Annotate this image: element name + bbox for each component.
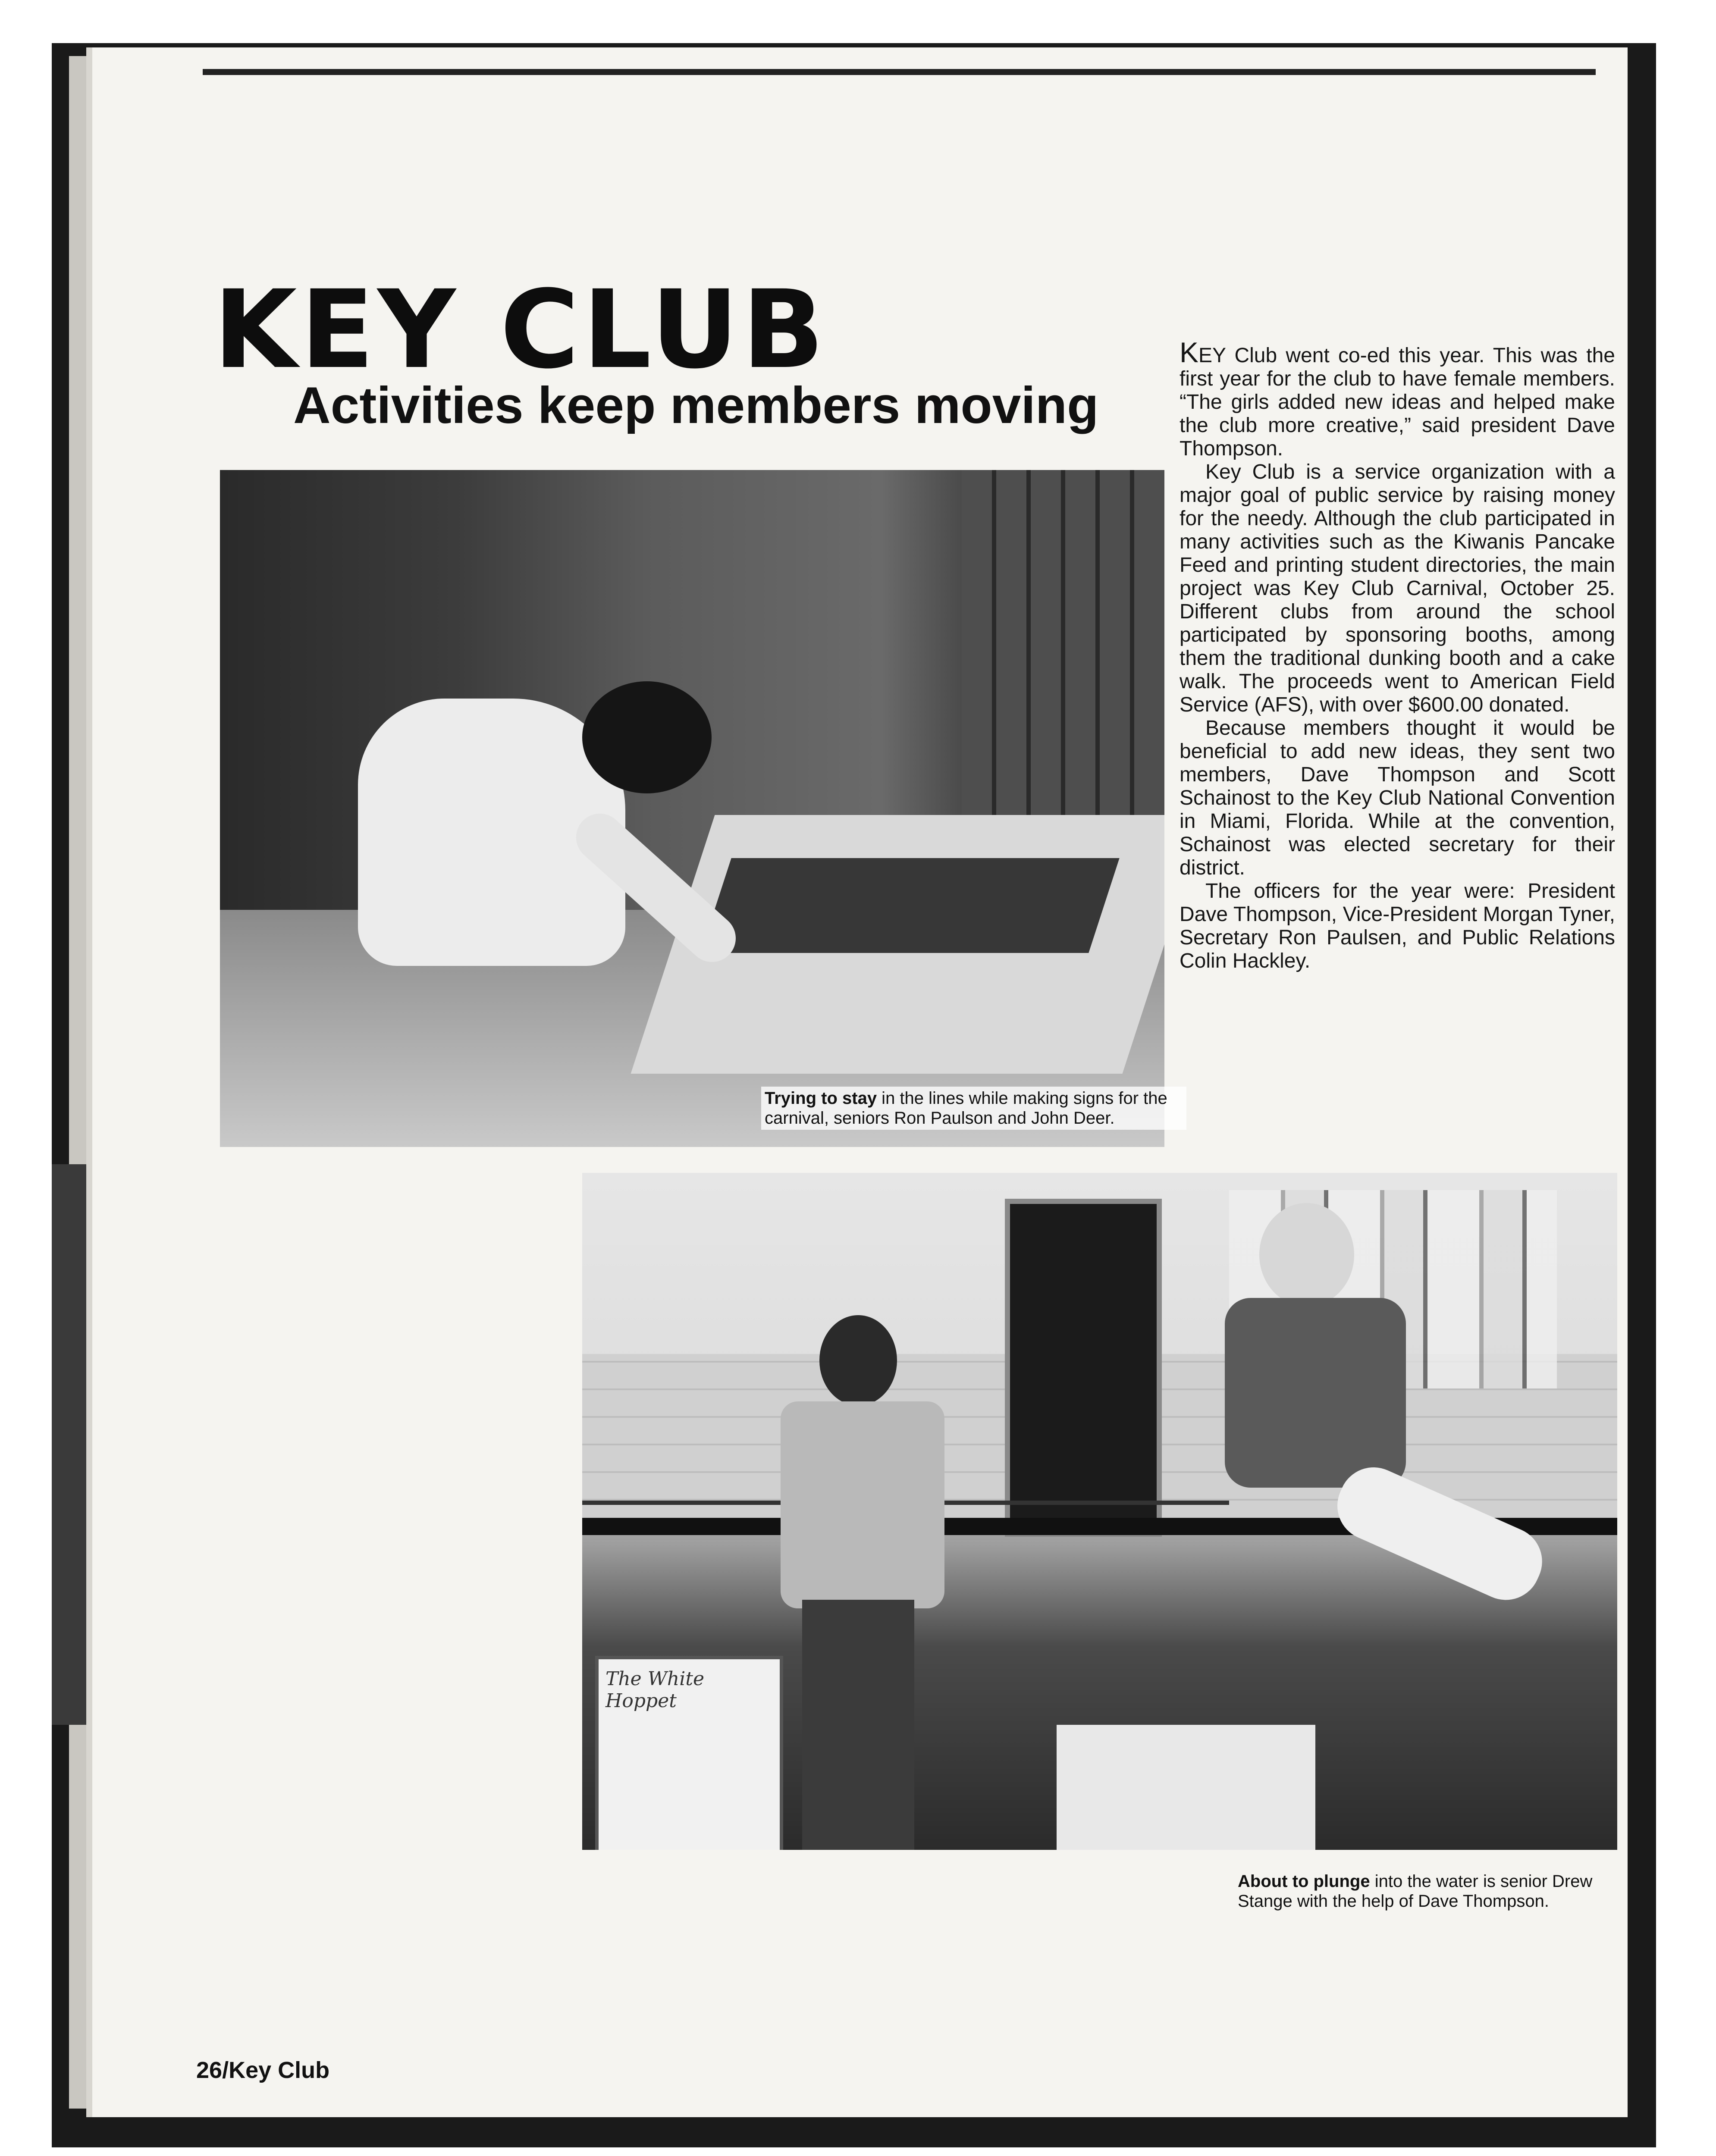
doorway [1005,1199,1162,1537]
student-standing [772,1315,944,1850]
student-kneeling [306,599,694,987]
standing-shirt [781,1401,944,1608]
page-subtitle: Activities keep members moving [293,376,1099,434]
sign-lettering [700,858,1119,953]
student-seated [1212,1186,1600,1725]
page-top-rule [203,69,1596,75]
page-title: KEY CLUB [213,267,828,392]
step-box [1057,1725,1315,1850]
seated-legs [1326,1456,1553,1611]
seated-head [1259,1203,1354,1307]
caption-top-text: in the lines while making signs for the carnival, seniors Ron Paulson and John Deer. [765,1089,1167,1128]
caption-top-photo [761,1087,1186,1130]
page-folio: 26/Key Club [196,2057,330,2083]
booth-sign-text: The White Hoppet [605,1668,705,1712]
article-paragraph-4: The officers for the year were: President Dave Thompson, Vice-President Morgan Tyner, Secretary Ron Paulsen, and Public Relations Colin Hackley. [1180,880,1615,972]
caption-bottom-photo [1238,1871,1617,1911]
article-paragraph-2: Key Club is a service organization with a major goal of public service by raising money for the needy. Although the club participated in many activities such as the Kiwanis Pancake Feed and printing student directories, the main project was Key Club Carnival, October 25. Different clubs from around the school participated by sponsoring booths, among them the traditional dunking booth and a cake walk. The proceeds went to American Field Service (AFS), with over $600.00 donated. [1180,461,1615,716]
photo-sign-painting [220,470,1164,1147]
dropcap: K [1180,336,1199,368]
article-paragraph-3: Because members thought it would be beneficial to add new ideas, they sent two members, Dave Thompson and Scott Schainost to the Key Club National Convention in Miami, Florida. While at the convention, Schainost was elected secretary for their district. [1180,717,1615,879]
gutter-strip [52,1164,91,1725]
article-body [1180,336,1615,973]
lead-text: EY Club went co-ed this year. This was the first year for the club to have female members. “The girls added new ideas and helped make the club more creative,” said president Dave Thompson. [1180,344,1615,460]
photo-dunk-tank [582,1173,1617,1850]
standing-jeans [802,1600,914,1850]
article-paragraph-1 [1180,336,1615,461]
caption-top-lead: Trying to stay [765,1089,877,1108]
seated-jersey [1225,1298,1406,1488]
student-head [582,681,712,793]
standing-head [819,1315,897,1406]
caption-bottom-text: into the water is senior Drew Stange with the help of Dave Thompson. [1238,1872,1593,1911]
booth-sign [595,1656,783,1850]
caption-bottom-lead: About to plunge [1238,1872,1370,1891]
page-edge [69,56,86,2109]
